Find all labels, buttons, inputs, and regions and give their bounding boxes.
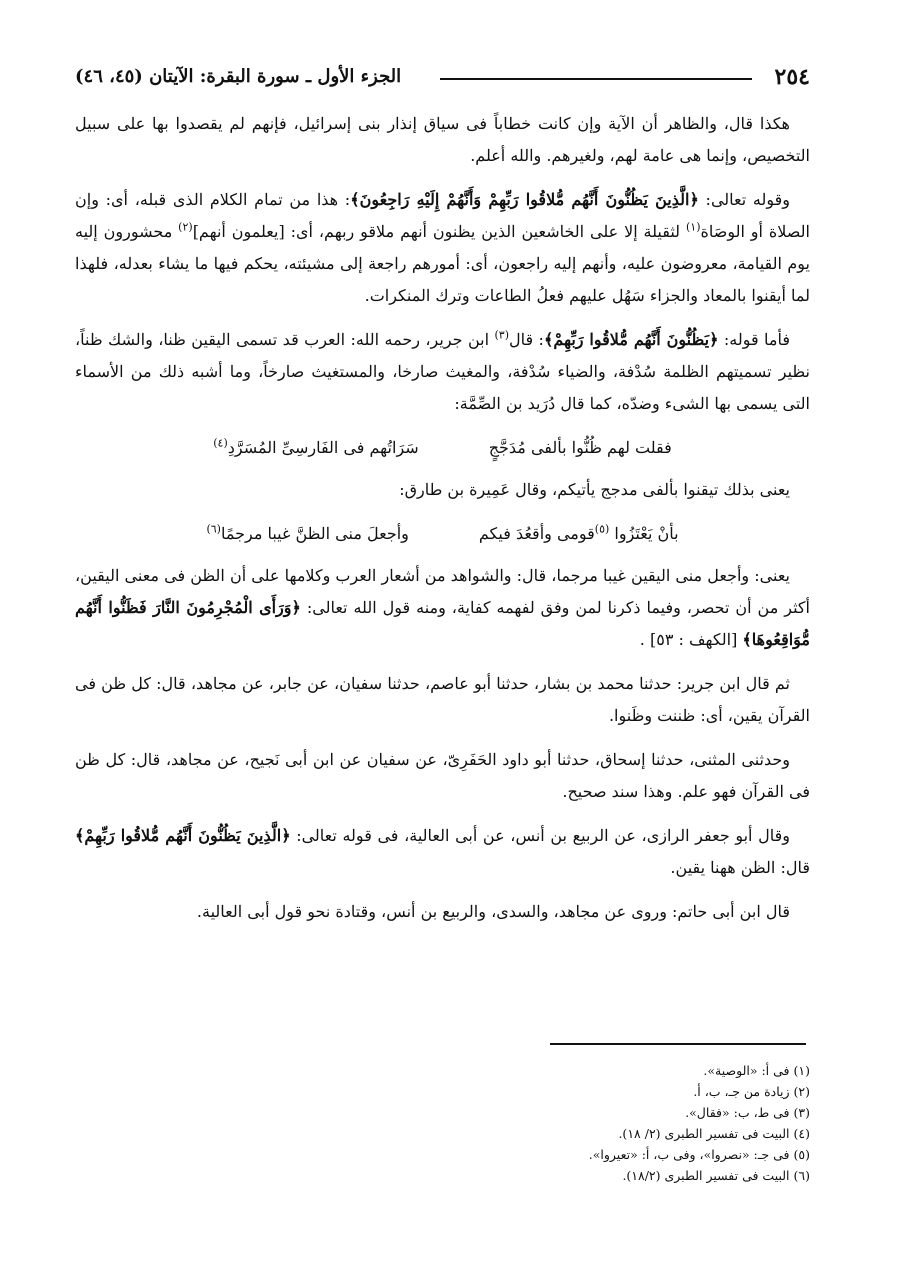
footnote: (٣) فى ط، ب: «فقال». [685,1105,810,1120]
footnote: (١) فى أ: «الوصية». [703,1063,810,1078]
footnote: (٦) البيت فى تفسير الطبرى (١٨/٢). [622,1168,810,1183]
paragraph: فأما قوله: ﴿يَظُنُّونَ أَنَّهُم مُّلاقُوا رَبِّهِمْ﴾: قال$^{(٣)}$ ابن جرير، رحمه الله: العرب قد تسمى اليقين ظنا، والشك ظناً، نظير تسميتهم الظلمة سُدْفة، والضياء سُدْفة، والمغيث صارخا، والمستغيث صارخاً، وما أشبه ذلك من الأسماء التى يسمى بها الشىء وضدّه، كما قال دُرَيد بن الصِّمَّة: [75,328,810,413]
verse-hemistich-left: سَرَاتُهم فى الفَارسِىِّ المُسَرَّدِ$^{(٤)}$ [213,436,419,457]
poetry-verse [75,432,810,464]
footnote-ref: (٦) [206,522,221,536]
footnote: (٤) البيت فى تفسير الطبرى (٢/ ١٨). [618,1126,810,1141]
paragraph: يعنى: وأجعل منى اليقين غيبا مرجما، قال: والشواهد من أشعار العرب وكلامها على أن الظن فى معنى اليقين، أكثر من أن تحصر، وفيما ذكرنا لمن وفق لفهمه كفاية، ومنه قول الله تعالى: ﴿وَرَأَى الْمُجْرِمُونَ النَّارَ فَظَنُّوا أَنَّهُم مُّوَاقِعُوهَا﴾ [الكهف : ٥٣] . [75,566,810,649]
footnotes [75,1060,810,1186]
footnote-ref: (٣) [494,328,509,342]
footnote-ref: (١) [685,220,701,234]
poetry-verse [75,518,810,550]
footnote-ref: (٢) [178,220,193,234]
paragraph: وقال أبو جعفر الرازى، عن الربيع بن أنس، عن أبى العالية، فى قوله تعالى: ﴿الَّذِينَ يَظُنُّونَ أَنَّهُم مُّلاقُوا رَبِّهِمْ﴾ قال: الظن ههنا يقين. [75,826,810,877]
footnote-ref: (٥) [594,522,610,536]
quran-verse: ﴿الَّذِينَ يَظُنُّونَ أَنَّهُم مُّلاقُوا رَبِّهِمْ﴾ [75,826,291,845]
paragraph: ثم قال ابن جرير: حدثنا محمد بن بشار، حدثنا أبو عاصم، حدثنا سفيان، عن جابر، عن مجاهد، قال: كل ظن فى القرآن يقين، أى: ظننت وظَنوا. [75,674,810,725]
quran-verse: ﴿الَّذِينَ يَظُنُّونَ أَنَّهُم مُّلاقُوا رَبِّهِمْ وَأَنَّهُمْ إِلَيْهِ رَاجِعُونَ﴾ [350,190,699,209]
quran-verse: ﴿يَظُنُّونَ أَنَّهُم مُّلاقُوا رَبِّهِمْ﴾ [543,330,719,349]
verse-hemistich-left: وأجعلَ منى الظنَّ غيبا مرجمًا$^{(٦)}$ [206,522,409,543]
paragraph: قال ابن أبى حاتم: وروى عن مجاهد، والسدى، والربيع بن أنس، وقتادة نحو قول أبى العالية. [196,902,790,921]
verse-hemistich-right: بأنْ يَعْتَزُوا $^{(٥)}$قومى وأقعُدَ فيكم [478,522,679,543]
paragraph: يعنى بذلك تيقنوا بألفى مدجج يأتيكم، وقال عَمِيرة بن طارق: [399,480,790,499]
footnote-rule [550,1043,806,1045]
body-text [75,108,810,940]
quran-verse: ﴿وَرَأَى الْمُجْرِمُونَ النَّارَ فَظَنُّوا أَنَّهُم مُّوَاقِعُوهَا﴾ [75,598,810,649]
running-title: الجزء الأول ـ سورة البقرة: الآيتان (٤٥، ٤٦) [75,66,402,87]
paragraph: وحدثنى المثنى، حدثنا إسحاق، حدثنا أبو داود الحَفَرِىّ، عن سفيان عن ابن أبى نَجيح، عن مجاهد، قال: كل ظن فى القرآن فهو علم. وهذا سند صحيح. [75,750,810,801]
header-rule [440,78,752,80]
verse-hemistich-right: فقلت لهم ظُنُّوا بألفى مُدَجَّجٍ [488,438,672,457]
footnote-ref: (٤) [213,436,228,450]
footnote: (٢) زيادة من جـ، ب، أ. [693,1084,810,1099]
footnote: (٥) فى جـ: «نصروا»، وفى ب، أ: «تعيروا». [588,1147,810,1162]
paragraph: وقوله تعالى: ﴿الَّذِينَ يَظُنُّونَ أَنَّهُم مُّلاقُوا رَبِّهِمْ وَأَنَّهُمْ إِلَيْهِ رَاجِعُونَ﴾: هذا من تمام الكلام الذى قبله، أى: وإن الصلاة أو الوصَاة$^{(١)}$ لثقيلة إلا على الخاشعين الذين يظنون أنهم ملاقو ربهم، أى: [يعلمون أنهم]$^{(٢)}$ محشورون إليه يوم القيامة، معروضون عليه، وأنهم إليه راجعون، أى: أمورهم راجعة إلى مشيئته، يحكم فيها ما يشاء بعدله، فلهذا لما أيقنوا بالمعاد والجزاء سَهُل عليهم فعلُ الطاعات وترك المنكرات. [75,190,811,305]
page-number: ٢٥٤ [774,64,810,90]
page-header [75,64,810,94]
paragraph: هكذا قال، والظاهر أن الآية وإن كانت خطاباً فى سياق إنذار بنى إسرائيل، فإنهم لم يقصدوا بها على سبيل التخصيص، وإنما هى عامة لهم، ولغيرهم. والله أعلم. [75,114,810,165]
